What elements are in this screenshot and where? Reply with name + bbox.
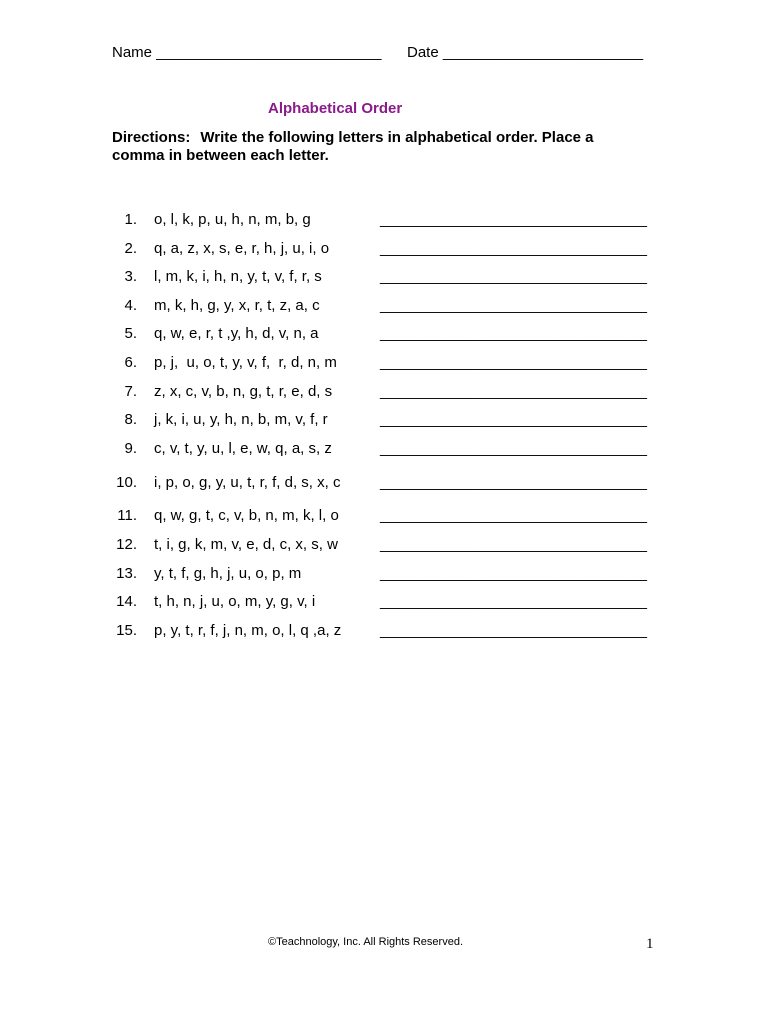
exercise-row xyxy=(0,565,768,585)
exercise-number: 10. xyxy=(116,474,137,491)
exercise-number: 11. xyxy=(117,507,137,524)
directions-text: Write the following letters in alphabetical order. Place a comma in between each letter. xyxy=(112,129,594,164)
exercise-number: 4. xyxy=(124,297,137,314)
answer-line: ________________________________ xyxy=(380,411,647,428)
name-field: Name ___________________________ xyxy=(112,44,382,61)
exercise-row xyxy=(0,211,768,231)
exercise-letters: t, i, g, k, m, v, e, d, c, x, s, w xyxy=(154,536,338,553)
exercise-row xyxy=(0,325,768,345)
answer-line: ________________________________ xyxy=(380,240,647,257)
exercise-letters: p, j, u, o, t, y, v, f, r, d, n, m xyxy=(154,354,337,371)
exercise-letters: o, l, k, p, u, h, n, m, b, g xyxy=(154,211,311,228)
exercise-letters: p, y, t, r, f, j, n, m, o, l, q ,a, z xyxy=(154,622,342,639)
exercise-letters: q, a, z, x, s, e, r, h, j, u, i, o xyxy=(154,240,330,257)
answer-line: ________________________________ xyxy=(380,507,647,524)
exercise-letters: i, p, o, g, y, u, t, r, f, d, s, x, c xyxy=(154,474,341,491)
exercise-row xyxy=(0,536,768,556)
exercise-letters: m, k, h, g, y, x, r, t, z, a, c xyxy=(154,297,320,314)
exercise-row xyxy=(0,440,768,460)
exercise-number: 14. xyxy=(116,593,137,610)
answer-line: ________________________________ xyxy=(380,325,647,342)
copyright-footer: ©Teachnology, Inc. All Rights Reserved. xyxy=(268,936,463,948)
exercise-row xyxy=(0,383,768,403)
exercise-row xyxy=(0,507,768,527)
answer-line: ________________________________ xyxy=(380,474,647,491)
exercise-number: 12. xyxy=(116,536,137,553)
exercise-row xyxy=(0,411,768,431)
answer-line: ________________________________ xyxy=(380,383,647,400)
exercise-row xyxy=(0,474,768,494)
worksheet-title: Alphabetical Order xyxy=(268,100,403,117)
exercise-row xyxy=(0,593,768,613)
exercise-number: 13. xyxy=(116,565,137,582)
exercise-row xyxy=(0,622,768,642)
exercise-row xyxy=(0,268,768,288)
exercise-number: 9. xyxy=(124,440,137,457)
answer-line: ________________________________ xyxy=(380,211,647,228)
directions-label: Directions: xyxy=(112,129,191,146)
exercise-number: 2. xyxy=(124,240,137,257)
exercise-letters: j, k, i, u, y, h, n, b, m, v, f, r xyxy=(154,411,328,428)
exercise-letters: q, w, g, t, c, v, b, n, m, k, l, o xyxy=(154,507,339,524)
exercise-number: 5. xyxy=(124,325,137,342)
exercise-row xyxy=(0,240,768,260)
answer-line: ________________________________ xyxy=(380,536,647,553)
exercise-letters: q, w, e, r, t ,y, h, d, v, n, a xyxy=(154,325,319,342)
exercise-number: 1. xyxy=(124,211,137,228)
answer-line: ________________________________ xyxy=(380,622,647,639)
directions xyxy=(112,129,632,165)
answer-line: ________________________________ xyxy=(380,593,647,610)
page-number: 1 xyxy=(646,936,654,952)
exercise-number: 8. xyxy=(124,411,137,428)
answer-line: ________________________________ xyxy=(380,565,647,582)
answer-line: ________________________________ xyxy=(380,354,647,371)
exercise-row xyxy=(0,297,768,317)
exercise-letters: l, m, k, i, h, n, y, t, v, f, r, s xyxy=(154,268,322,285)
exercise-letters: y, t, f, g, h, j, u, o, p, m xyxy=(154,565,302,582)
exercise-letters: t, h, n, j, u, o, m, y, g, v, i xyxy=(154,593,316,610)
date-field: Date ________________________ xyxy=(407,44,644,61)
exercise-number: 6. xyxy=(124,354,137,371)
answer-line: ________________________________ xyxy=(380,297,647,314)
exercise-row xyxy=(0,354,768,374)
exercise-number: 7. xyxy=(124,383,137,400)
exercise-letters: z, x, c, v, b, n, g, t, r, e, d, s xyxy=(154,383,333,400)
exercise-letters: c, v, t, y, u, l, e, w, q, a, s, z xyxy=(154,440,332,457)
exercise-number: 15. xyxy=(116,622,137,639)
exercise-number: 3. xyxy=(124,268,137,285)
answer-line: ________________________________ xyxy=(380,440,647,457)
answer-line: ________________________________ xyxy=(380,268,647,285)
